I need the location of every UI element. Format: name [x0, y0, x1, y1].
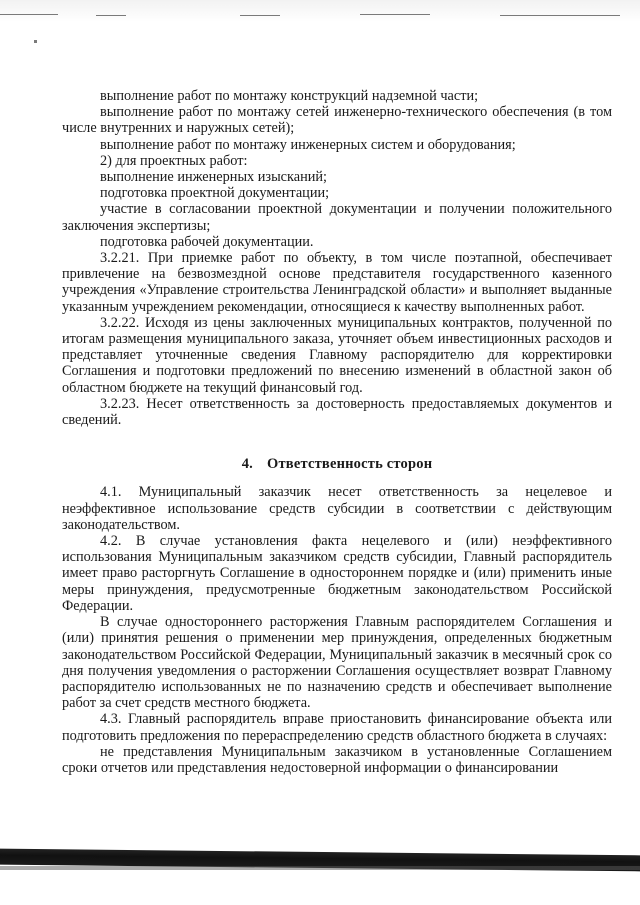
section-title: Ответственность сторон [266, 456, 433, 473]
paragraph-3-2-21: 3.2.21. При приемке работ по объекту, в том числе поэтапной, обеспечивает привлечение на безвозмездной основе представителя государственного казенного учреждения «Управление строительства Ленинградской области» и выполняет выданные указанным учреждением рекомендации, относящиеся к качеству выполненных работ. [62, 250, 612, 315]
scan-speck [34, 40, 37, 43]
paragraph-3-2-23: 3.2.23. Несет ответственность за достоверность предоставляемых документов и сведений. [62, 395, 612, 429]
document-body [62, 88, 612, 776]
list-item: выполнение работ по монтажу инженерных систем и оборудования; [100, 136, 516, 153]
scan-speck [500, 15, 620, 16]
list-item: 2) для проектных работ: [100, 152, 248, 169]
spacer [62, 428, 612, 442]
section-heading [62, 456, 612, 472]
scan-top-edge [0, 0, 640, 22]
scan-speck [96, 15, 126, 16]
list-item: подготовка рабочей документации. [100, 233, 314, 250]
paragraph-4-1: 4.1. Муниципальный заказчик несет ответственность за нецелевое и неэффективное использование средств субсидии в соответствии с действующим законодательством. [62, 484, 612, 533]
scan-speck [240, 15, 280, 16]
section-number: 4. [241, 456, 253, 473]
scan-speck [0, 14, 58, 15]
list-item: выполнение работ по монтажу конструкций надземной части; [100, 88, 479, 104]
list-item: подготовка проектной документации; [100, 185, 330, 202]
scan-bottom-shadow-faint [0, 866, 640, 870]
paragraph-4-2-b: В случае одностороннего расторжения Главным распорядителем Соглашения и (или) принятия решения о применении мер принуждения, определенных бюджетным законодательством Российской Федерации, Муниципальный заказчик в месячный срок со дня получения уведомления о расторжении Соглашения осуществляет возврат Главному распорядителю использованных не по назначению средств и обеспечивает выполнение работ за счет средств местного бюджета. [62, 614, 612, 712]
paragraph-3-2-22: 3.2.22. Исходя из цены заключенных муниципальных контрактов, полученной по итогам размещения муниципального заказа, уточняет объем инвестиционных расходов и представляет уточненные сведения Главному распорядителю для корректировки Соглашения и подготовки предложений по внесению изменений в областной закон об областном бюджете на текущий финансовый год. [62, 314, 612, 396]
paragraph-4-3: 4.3. Главный распорядитель вправе приостановить финансирование объекта или подготовить предложения по перераспределению средств областного бюджета в случаях: [62, 711, 612, 744]
scan-speck [360, 14, 430, 15]
list-item: выполнение инженерных изысканий; [100, 169, 328, 186]
paragraph-4-3-a: не представления Муниципальным заказчиком в установленные Соглашением сроки отчетов или представления недостоверной информации о финансировании [62, 743, 612, 776]
list-item: выполнение работ по монтажу сетей инженерно-технического обеспечения (в том числе внутренних и наружных сетей); [62, 104, 612, 137]
list-item: участие в согласовании проектной документации и получении положительного заключения экспертизы; [62, 201, 612, 234]
paragraph-4-2: 4.2. В случае установления факта нецелевого и (или) неэффективного использования Муниципальным заказчиком средств субсидии, Главный распорядитель имеет право расторгнуть Соглашение в одностороннем порядке и (или) применить иные меры принуждения, предусмотренные бюджетным законодательством Российской Федерации. [62, 533, 612, 614]
